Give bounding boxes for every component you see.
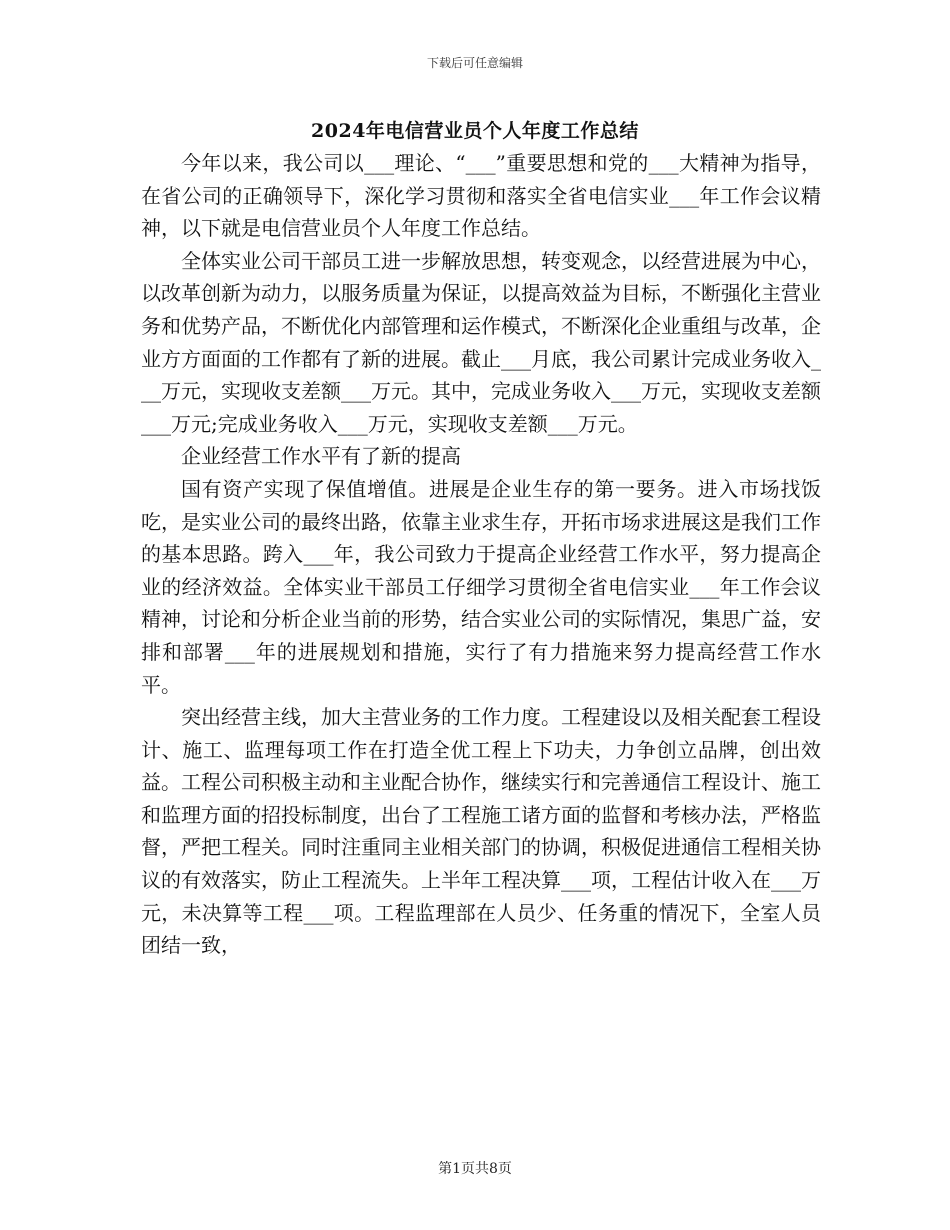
paragraph-intro: 今年以来，我公司以___理论、“___”重要思想和党的___大精神为指导，在省公司的正确领导下，深化学习贯彻和落实全省电信实业___年工作会议精神，以下就是电信营业员个人年度工作总结。 [141, 151, 821, 241]
document-body [141, 147, 821, 962]
header-note: 下载后可任意编辑 [426, 56, 523, 70]
paragraph-main-business: 突出经营主线，加大主营业务的工作力度。工程建设以及相关配套工程设计、施工、监理每项工作在打造全优工程上下功夫，力争创立品牌，创出效益。工程公司积极主动和主业配合协作，继续实行和完善通信工程设计、施工和监理方面的招投标制度，出台了工程施工诸方面的监督和考核办法，严格监督，严把工程关。同时注重同主业相关部门的协调，积极促进通信工程相关协议的有效落实，防止工程流失。上半年工程决算___项，工程估计收入在___万元，未决算等工程___项。工程监理部在人员少、任务重的情况下，全室人员团结一致， [141, 705, 821, 958]
paragraph-assets: 国有资产实现了保值增值。进展是企业生存的第一要务。进入市场找饭吃，是实业公司的最终出路，依靠主业求生存，开拓市场求进展这是我们工作的基本思路。跨入___年，我公司致力于提高企业经营工作水平，努力提高企业的经济效益。全体实业干部员工仔细学习贯彻全省电信实业___年工作会议精神，讨论和分析企业当前的形势，结合实业公司的实际情况，集思广益，安排和部署___年的进展规划和措施，实行了有力措施来努力提高经营工作水平。 [141, 476, 821, 697]
document-title: 2024年电信营业员个人年度工作总结 [311, 120, 639, 142]
page-indicator: 第1页共8页 [438, 1161, 512, 1177]
paragraph-overview: 全体实业公司干部员工进一步解放思想，转变观念，以经营进展为中心，以改革创新为动力，以服务质量为保证，以提高效益为目标，不断强化主营业务和优势产品，不断优化内部管理和运作模式，不断深化企业重组与改革，企业方方面面的工作都有了新的进展。截止___月底，我公司累计完成业务收入___万元，实现收支差额___万元。其中，完成业务收入___万元，实现收支差额___万元;完成业务收入___万元，实现收支差额___万元。 [141, 248, 821, 436]
section-heading: 企业经营工作水平有了新的提高 [181, 444, 461, 469]
